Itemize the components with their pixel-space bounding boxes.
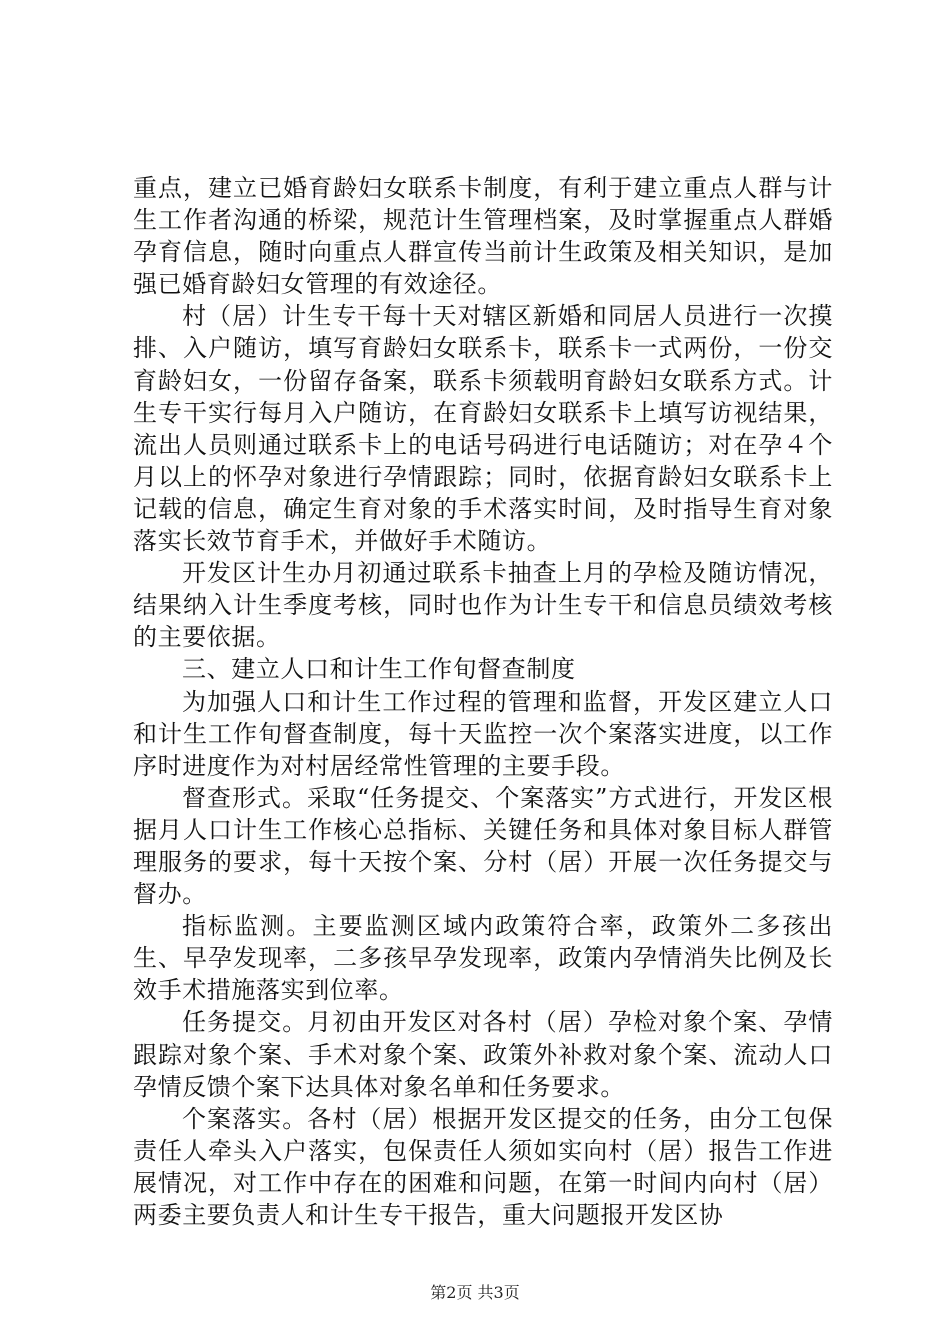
section-heading: 三、建立人口和计生工作旬督查制度	[182, 655, 576, 684]
paragraph-9: 个案落实。各村（居）根据开发区提交的任务，由分工包保责任人牵头入户落实，包保责任人须如实向村（居）报告工作进展情况，对工作中存在的困难和问题，在第一时间内向村（居）两委主要负责人和计生专干报告，重大问题报开发区协	[133, 1104, 833, 1229]
paragraph-5: 为加强人口和计生工作过程的管理和监督，开发区建立人口和计生工作旬督查制度，每十天监控一次个案落实进度，以工作序时进度作为对村居经常性管理的主要手段。	[133, 687, 833, 780]
paragraph-8: 任务提交。月初由开发区对各村（居）孕检对象个案、孕情跟踪对象个案、手术对象个案、政策外补救对象个案、流动人口孕情反馈个案下达具体对象名单和任务要求。	[133, 1008, 833, 1101]
paragraph-1: 重点，建立已婚育龄妇女联系卡制度，有利于建立重点人群与计生工作者沟通的桥梁，规范计生管理档案，及时掌握重点人群婚孕育信息，随时向重点人群宣传当前计生政策及相关知识，是加强已婚育龄妇女管理的有效途径。	[133, 174, 833, 299]
paragraph-6: 督查形式。采取“任务提交、个案落实”方式进行，开发区根据月人口计生工作核心总指标、关键任务和具体对象目标人群管理服务的要求，每十天按个案、分村（居）开展一次任务提交与督办。	[133, 783, 833, 909]
paragraph-3: 开发区计生办月初通过联系卡抽查上月的孕检及随访情况，结果纳入计生季度考核，同时也作为计生专干和信息员绩效考核的主要依据。	[133, 559, 833, 652]
document-body	[133, 172, 833, 1231]
paragraph-2: 村（居）计生专干每十天对辖区新婚和同居人员进行一次摸排、入户随访，填写育龄妇女联系卡，联系卡一式两份，一份交育龄妇女，一份留存备案，联系卡须载明育龄妇女联系方式。计生专干实行每月入户随访，在育龄妇女联系卡上填写访视结果，流出人员则通过联系卡上的电话号码进行电话随访；对在孕４个月以上的怀孕对象进行孕情跟踪；同时，依据育龄妇女联系卡上记载的信息，确定生育对象的手术落实时间，及时指导生育对象落实长效节育手术，并做好手术随访。	[133, 302, 833, 556]
page-number-footer: 第2页 共3页	[430, 1283, 520, 1302]
paragraph-7: 指标监测。主要监测区域内政策符合率，政策外二多孩出生、早孕发现率，二多孩早孕发现率，政策内孕情消失比例及长效手术措施落实到位率。	[133, 912, 833, 1005]
